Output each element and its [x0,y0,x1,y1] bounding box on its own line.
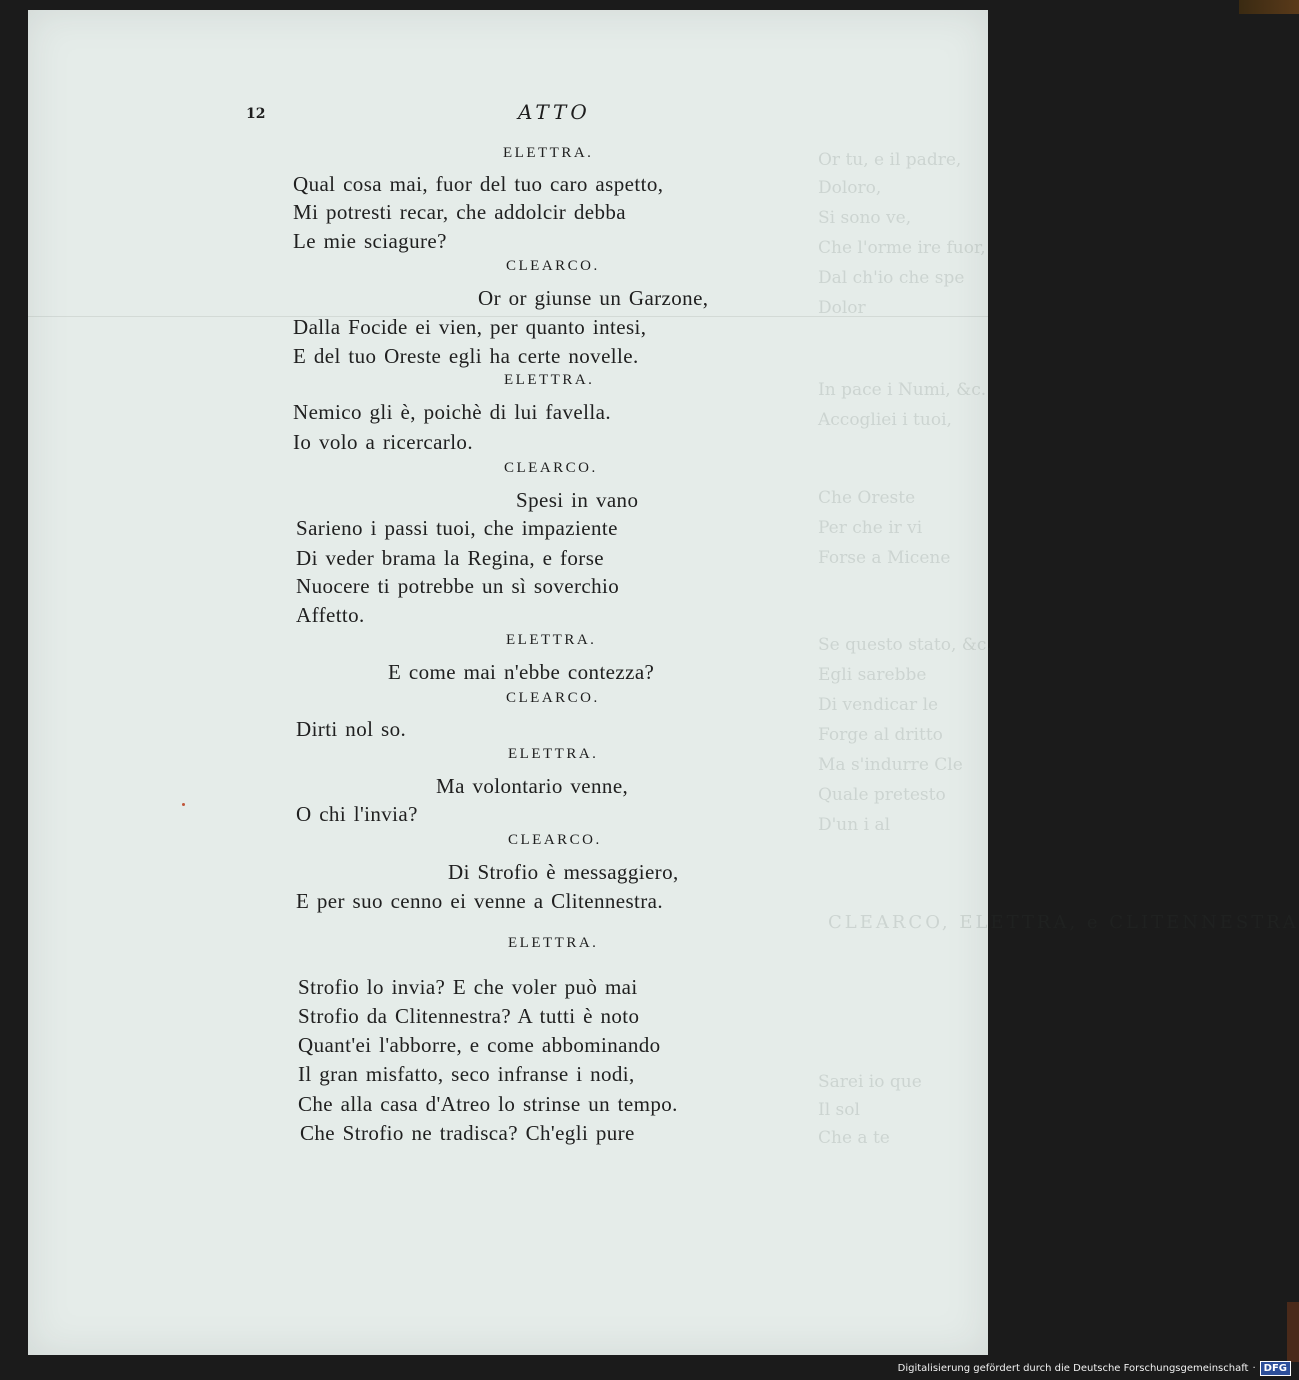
verse-line: Qual cosa mai, fuor del tuo caro aspetto, [293,172,664,196]
verse-line: O chi l'invia? [296,802,418,826]
bleed-through-line: Forge al dritto [818,725,943,745]
speaker-name: ELETTRA. [506,632,597,648]
speaker-name: CLEARCO. [506,690,600,706]
verse-line: E come mai n'ebbe contezza? [388,660,655,684]
verse-line: Il gran misfatto, seco infranse i nodi, [298,1062,635,1086]
verse-line: Dirti nol so. [296,717,407,741]
bleed-through-line: Dal ch'io che spe [818,268,965,288]
bleed-through-line: Doloro, [818,178,882,198]
verse-line: Nuocere ti potrebbe un sì soverchio [296,574,620,598]
verse-line: E per suo cenno ei venne a Clitennestra. [296,889,664,913]
digitization-credit: Digitalisierung gefördert durch die Deutsche Forschungsgemeinschaft · DFG [898,1361,1291,1376]
verse-line: Ma volontario venne, [436,774,629,798]
credit-text: Digitalisierung gefördert durch die Deutsche Forschungsgemeinschaft [897,1363,1249,1374]
bleed-through-line: Ma s'indurre Cle [818,755,963,775]
verse-line: Or or giunse un Garzone, [478,286,709,310]
running-head: ATTO [518,100,591,124]
speaker-name: CLEARCO. [506,258,600,274]
verse-line: Mi potresti recar, che addolcir debba [293,200,626,224]
verse-line: Di Strofio è messaggiero, [448,860,679,884]
verse-line: Che alla casa d'Atreo lo strinse un tempo. [298,1092,678,1116]
bleed-through-line: In pace i Numi, &c. [818,380,987,400]
bleed-through-line: Che a te [818,1128,890,1148]
binding-edge [1287,1302,1299,1362]
speaker-name: ELETTRA. [503,145,594,161]
bleed-through-line: Che l'orme ire fuor, [818,238,986,258]
verse-line: Nemico gli è, poichè di lui favella. [293,400,611,424]
bleed-through-line: Accogliei i tuoi, [818,410,952,430]
bleed-through-line: Di vendicar le [818,695,939,715]
verse-line: Affetto. [296,603,365,627]
verse-line: Io volo a ricercarlo. [293,430,473,454]
binding-corner [1239,0,1299,14]
verse-line: Sarieno i passi tuoi, che impaziente [296,516,618,540]
speaker-name: ELETTRA. [504,372,595,388]
bleed-through-line: Il sol [818,1100,860,1120]
ink-speck [182,803,185,806]
bleed-through-line: Or tu, e il padre, [818,150,962,170]
bleed-through-line: Se questo stato, &c. [818,635,992,655]
verse-line: Strofio da Clitennestra? A tutti è noto [298,1004,640,1028]
speaker-name: ELETTRA. [508,935,599,951]
verse-line: Che Strofio ne tradisca? Ch'egli pure [300,1121,635,1145]
verse-line: Dalla Focide ei vien, per quanto intesi, [293,315,647,339]
verse-line: E del tuo Oreste egli ha certe novelle. [293,344,639,368]
bleed-through-line: Egli sarebbe [818,665,927,685]
bleed-through-line: D'un i al [818,815,891,835]
page-number: 12 [246,106,266,122]
bleed-through-line: Si sono ve, [818,208,912,228]
dfg-logo: DFG [1260,1361,1291,1376]
bleed-through-line: Sarei io que [818,1072,922,1092]
verse-line: Quant'ei l'abborre, e come abbominando [298,1033,661,1057]
bleed-through-line: Che Oreste [818,488,916,508]
scanned-page [28,10,1299,1355]
bleed-through-line: CLEARCO, ELETTRA, e CLITENNESTRA [828,912,1299,933]
bleed-through-line: Dolor [818,298,866,318]
bleed-through-line: Quale pretesto [818,785,946,805]
bleed-through-line: Per che ir vi [818,518,923,538]
bleed-through-line: Forse a Micene [818,548,951,568]
verse-line: Le mie sciagure? [293,229,447,253]
speaker-name: ELETTRA. [508,746,599,762]
verse-line: Spesi in vano [516,488,639,512]
verse-line: Di veder brama la Regina, e forse [296,546,604,570]
verse-line: Strofio lo invia? E che voler può mai [298,975,638,999]
speaker-name: CLEARCO. [508,832,602,848]
speaker-name: CLEARCO. [504,460,598,476]
